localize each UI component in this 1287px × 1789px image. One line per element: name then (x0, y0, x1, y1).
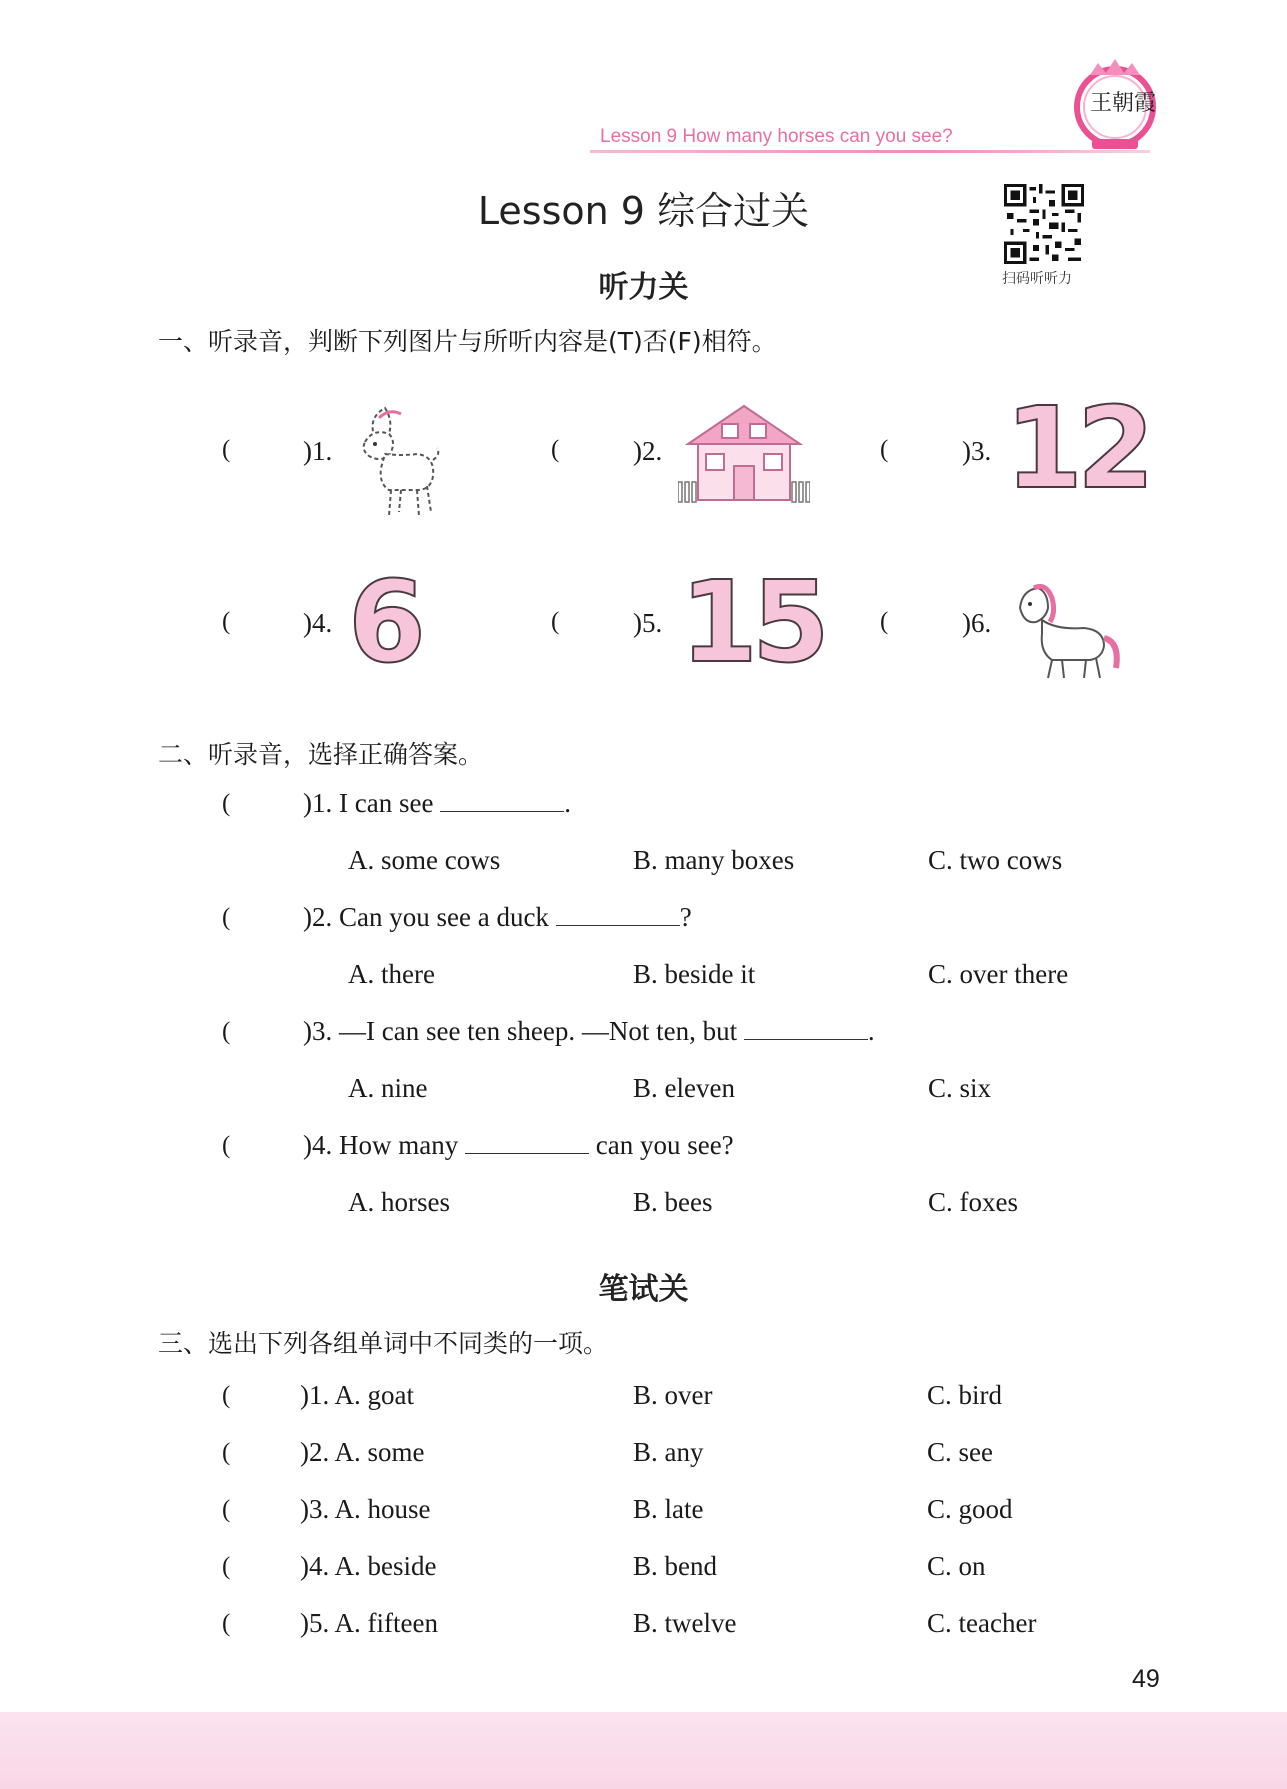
answer-paren[interactable]: ( (222, 790, 231, 817)
goat-icon (345, 398, 445, 522)
option-b[interactable]: B. bees (633, 1187, 713, 1217)
option-c[interactable]: C. over there (928, 959, 1069, 989)
option-b[interactable]: B. eleven (633, 1073, 735, 1103)
answer-paren[interactable]: ( (222, 1496, 231, 1523)
answer-paren[interactable]: ( (222, 1439, 231, 1466)
item-number: )4. (303, 608, 333, 638)
part3-heading: 三、选出下列各组单词中不同类的一项。 (158, 1329, 609, 1358)
option-c[interactable]: C. foxes (928, 1187, 1018, 1217)
word-c: C. teacher (927, 1608, 1037, 1638)
answer-blank[interactable] (556, 903, 680, 926)
item-number: )1. (303, 436, 333, 466)
answer-paren[interactable]: ( (880, 436, 889, 463)
answer-paren[interactable]: ( (222, 1553, 231, 1580)
question-text: )3. —I can see ten sheep. —Not ten, but . (303, 1016, 875, 1046)
question-text: )2. Can you see a duck ? (303, 902, 692, 932)
word-b: B. bend (633, 1551, 717, 1581)
option-c[interactable]: C. six (928, 1073, 992, 1103)
option-a[interactable]: A. there (348, 959, 435, 989)
answer-paren[interactable]: ( (222, 608, 231, 635)
number-picture: 12 (1005, 384, 1149, 514)
running-head: Lesson 9 How many horses can you see? (600, 126, 953, 147)
house-icon (678, 400, 810, 506)
word-b: B. over (633, 1380, 713, 1410)
word-a: )2. A. some (300, 1437, 425, 1467)
word-a: )4. A. beside (300, 1551, 437, 1581)
item-number: )2. (633, 436, 663, 466)
answer-paren[interactable]: ( (551, 608, 560, 635)
header-rule (590, 150, 1150, 153)
word-c: C. on (927, 1551, 986, 1581)
answer-paren[interactable]: ( (222, 904, 231, 931)
part2-heading: 二、听录音，选择正确答案。 (158, 740, 484, 769)
option-a[interactable]: A. some cows (348, 845, 501, 875)
qr-code-icon[interactable] (1004, 184, 1084, 264)
page-number: 49 (1132, 1665, 1160, 1693)
question-text: )1. I can see . (303, 788, 571, 818)
logo-text: 王朝霞 (1090, 90, 1157, 115)
word-a: )1. A. goat (300, 1380, 414, 1410)
answer-paren[interactable]: ( (551, 436, 560, 463)
answer-paren[interactable]: ( (222, 436, 231, 463)
option-b[interactable]: B. beside it (633, 959, 756, 989)
answer-paren[interactable]: ( (222, 1132, 231, 1159)
word-a: )5. A. fifteen (300, 1608, 438, 1638)
item-number: )6. (962, 608, 992, 638)
answer-paren[interactable]: ( (222, 1382, 231, 1409)
word-b: B. any (633, 1437, 704, 1467)
option-b[interactable]: B. many boxes (633, 845, 795, 875)
listening-section-title: 听力关 (598, 270, 689, 305)
word-c: C. bird (927, 1380, 1003, 1410)
number-picture: 15 (680, 558, 824, 688)
answer-paren[interactable]: ( (222, 1018, 231, 1045)
word-a: )3. A. house (300, 1494, 431, 1524)
number-picture: 6 (348, 558, 426, 688)
word-c: C. good (927, 1494, 1013, 1524)
answer-blank[interactable] (744, 1017, 868, 1040)
option-a[interactable]: A. horses (348, 1187, 450, 1217)
word-c: C. see (927, 1437, 993, 1467)
option-c[interactable]: C. two cows (928, 845, 1063, 875)
answer-paren[interactable]: ( (222, 1610, 231, 1637)
qr-label: 扫码听听力 (1002, 271, 1072, 287)
answer-paren[interactable]: ( (880, 608, 889, 635)
answer-blank[interactable] (465, 1131, 589, 1154)
option-a[interactable]: A. nine (348, 1073, 428, 1103)
horse-icon (1006, 578, 1124, 682)
answer-blank[interactable] (440, 789, 564, 812)
writing-section-title: 笔试关 (598, 1272, 689, 1307)
item-number: )5. (633, 608, 663, 638)
item-number: )3. (962, 436, 992, 466)
footer-band (0, 1712, 1287, 1789)
part1-heading: 一、听录音，判断下列图片与所听内容是(T)否(F)相符。 (158, 327, 777, 356)
question-text: )4. How many can you see? (303, 1130, 734, 1160)
word-b: B. twelve (633, 1608, 737, 1638)
word-b: B. late (633, 1494, 704, 1524)
page-title: Lesson 9 综合过关 (477, 189, 810, 233)
